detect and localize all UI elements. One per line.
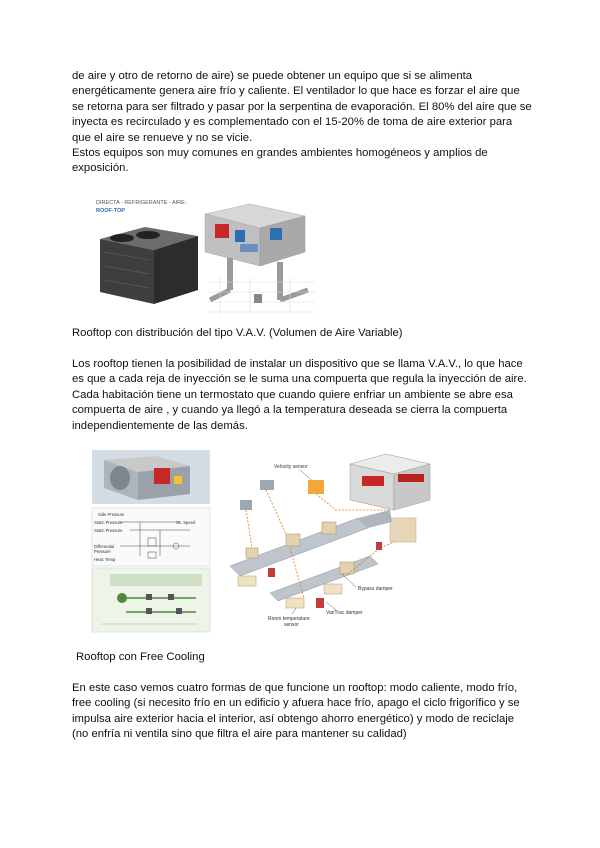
vav-system-figure xyxy=(90,448,450,634)
rooftop-figure xyxy=(90,194,320,314)
svg-text:Ss. Speed: Ss. Speed xyxy=(176,520,196,525)
paragraph-vav: Los rooftop tienen la posibilidad de instalar un dispositivo que se llama V.A.V., lo que hace es que a cada reja de inyección se le suma una compuerta que regula la inyección de aire. Cada habitación tiene un termostato que cuando quiere enfriar un ambiente se abre esa compuerta de aire , y cuando ya llegó a la temperatura deseada se cierra la compuerta independientemente de las demás. xyxy=(72,358,527,432)
paragraph-free-cooling: En este caso vemos cuatro formas de que funcione un rooftop: modo caliente, modo frío, free cooling (si necesito frío en un edificio y afuera hace frío, apago el ciclo frigorífico y se impulsa aire exterior hacia el interior, así obtengo ahorro energético) y modo de reciclaje (no enfría ni ventila sino que filtra el aire para mantener su calidad) xyxy=(72,682,520,741)
caption-free-cooling: Rooftop con Free Cooling xyxy=(76,651,205,663)
control-schematic xyxy=(92,508,210,566)
vav-box-image xyxy=(92,450,210,504)
rooftop-unit-image xyxy=(100,227,198,304)
caption-vav: Rooftop con distribución del tipo V.A.V. (Volumen de Aire Variable) xyxy=(72,327,403,339)
paragraph-intro: de aire y otro de retorno de aire) se puede obtener un equipo que si se alimenta energéticamente genera aire frío y caliente. El ventilador lo que hace es forzar el aire que se retorna para ser filtrado y pasar por la serpentina de evaporación. El 80% del aire que se inyecta es recirculado y es complementado con el 15-20% de toma de aire exterior para que el aire se renueve y no se vicie. xyxy=(72,70,532,144)
room-sensor-label-2: sensor xyxy=(284,622,300,628)
svg-text:Pressure: Pressure xyxy=(94,549,111,554)
svg-text:Side Pressure: Side Pressure xyxy=(98,512,125,517)
paragraph-exposicion: Estos equipos son muy comunes en grandes ambientes homogéneos y amplios de exposición. xyxy=(72,147,488,175)
varitrac-damper-label: VariTrac damper xyxy=(326,610,363,616)
svg-text:Static Pressure: Static Pressure xyxy=(94,528,123,533)
vav-duct-diagram xyxy=(230,454,430,628)
bypass-damper-label: Bypass damper xyxy=(358,586,393,592)
floor-plan-schematic xyxy=(92,568,210,632)
figure-header-line: DIRECTA - REFRIGERANTE - AIRE- xyxy=(96,200,187,206)
ducted-system-image xyxy=(205,204,315,314)
svg-text:Differential: Differential xyxy=(94,544,114,549)
velocity-sensor-label: Velocity sensor xyxy=(274,464,308,470)
figure-header-sub: ROOF-TOP xyxy=(96,208,125,214)
svg-text:Static Pressure: Static Pressure xyxy=(94,520,123,525)
svg-text:Heat: Temp: Heat: Temp xyxy=(94,557,116,562)
room-sensor-label-1: Room temperature xyxy=(268,616,310,622)
